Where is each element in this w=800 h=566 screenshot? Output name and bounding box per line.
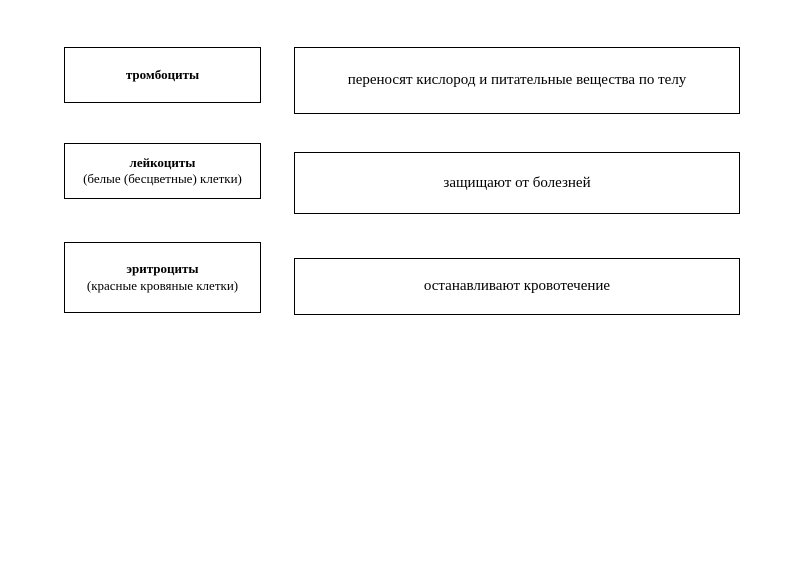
term-label-sub: (белые (бесцветные) клетки) [83, 171, 242, 186]
definition-box-stop-bleeding[interactable] [294, 258, 740, 315]
definition-label: останавливают кровотечение [423, 278, 611, 295]
definition-label: переносят кислород и питательные вещества по телу [347, 72, 687, 89]
term-label-main: лейкоциты [129, 154, 196, 170]
term-box-leykocity[interactable] [64, 143, 261, 199]
definition-box-oxygen-transport[interactable] [294, 47, 740, 114]
term-label-sub: (красные кровяные клетки) [86, 277, 239, 293]
term-box-eritrocity[interactable] [64, 242, 261, 313]
term-box-trombocity[interactable] [64, 47, 261, 103]
definition-label: защищают от болезней [443, 174, 591, 191]
definition-box-disease-protection[interactable] [294, 152, 740, 214]
term-label-main: эритроциты [126, 261, 199, 277]
term-label-main: тромбоциты [125, 66, 200, 82]
